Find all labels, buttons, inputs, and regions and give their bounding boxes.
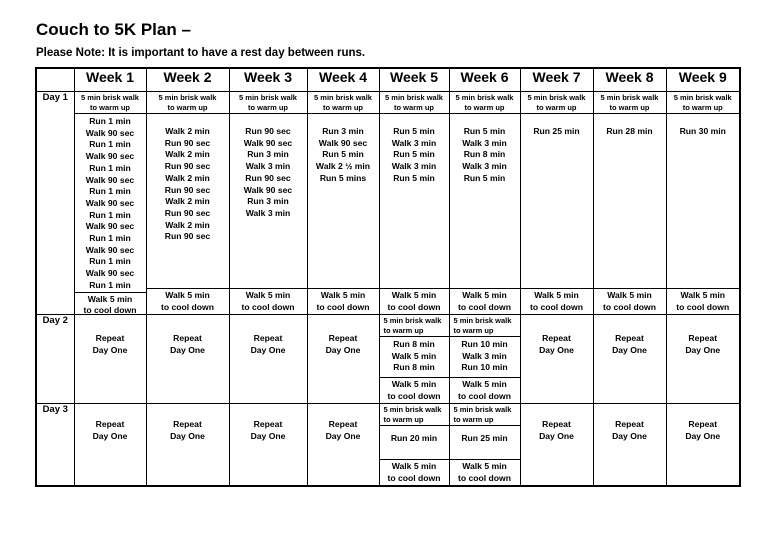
line-text: Walk 90 sec	[243, 137, 293, 148]
week-header: Week 3	[229, 68, 307, 92]
workout-block	[380, 425, 449, 459]
repeat-text	[594, 404, 666, 442]
line-text: Run 90 sec	[164, 231, 211, 242]
line-text: to cool down	[603, 301, 656, 312]
cell-stack	[230, 92, 307, 314]
line-text: to warm up	[536, 103, 577, 112]
cell-stack	[450, 404, 520, 485]
line-text: Day One	[325, 431, 361, 441]
cell-stack	[380, 404, 449, 485]
line-text: Repeat	[328, 333, 358, 343]
line-text: Run 1 min	[89, 139, 131, 150]
line-text: Run 10 min	[461, 339, 508, 349]
line-text: to warm up	[167, 103, 208, 112]
line-text: Run 25 min	[533, 126, 580, 136]
day2-row	[36, 315, 740, 404]
line-text: Walk 2 min	[165, 126, 210, 136]
line-text: Run 90 sec	[245, 126, 291, 136]
line-text: Day One	[325, 345, 361, 355]
repeat-text	[521, 404, 593, 442]
warm-up-block	[450, 404, 520, 425]
workout-block	[450, 425, 520, 459]
line-text: to warm up	[609, 103, 650, 112]
line-text: Repeat	[253, 419, 283, 429]
line-text: to warm up	[453, 415, 494, 424]
line-text: Run 10 min	[461, 362, 508, 373]
repeat-cell	[593, 315, 666, 404]
cool-down-block	[450, 288, 520, 314]
line-text: Repeat	[542, 419, 571, 429]
day1-cell	[520, 92, 593, 315]
line-text: Walk 3 min	[462, 137, 507, 148]
line-text: Walk 90 sec	[318, 137, 368, 148]
cool-down-block	[147, 288, 229, 314]
repeat-text	[667, 404, 740, 442]
cool-down-block	[450, 377, 520, 403]
day3-cell	[379, 404, 449, 487]
line-text: Walk 5 min	[391, 379, 437, 389]
line-text: to cool down	[387, 472, 441, 483]
line-text: Run 3 min	[247, 149, 289, 160]
week-header: Week 5	[379, 68, 449, 92]
line-text: to cool down	[676, 301, 730, 312]
day1-row	[36, 92, 740, 315]
line-text: Run 1 min	[89, 186, 131, 197]
line-text: to warm up	[383, 326, 424, 335]
line-text: Day One	[612, 345, 647, 355]
line-text: Repeat	[615, 333, 644, 343]
line-text: Repeat	[173, 419, 202, 429]
workout-block	[667, 113, 740, 288]
warm-up-block	[450, 315, 520, 336]
page-title: Couch to 5K Plan –	[36, 20, 191, 39]
line-text: Repeat	[615, 419, 644, 429]
line-text: Walk 2 min	[165, 172, 210, 183]
line-text: Walk 5 min	[462, 379, 507, 389]
day1-cell	[379, 92, 449, 315]
line-text: 5 min brisk walk	[455, 93, 514, 102]
day1-cell	[666, 92, 740, 315]
line-text: to warm up	[247, 103, 288, 112]
line-text: Walk 3 min	[391, 161, 437, 172]
line-text: to warm up	[393, 103, 434, 112]
line-text: Day One	[685, 431, 721, 441]
day1-cell	[449, 92, 520, 315]
repeat-cell	[229, 315, 307, 404]
week-header: Week 1	[74, 68, 146, 92]
line-text: to cool down	[530, 301, 583, 312]
line-text: Walk 90 sec	[85, 268, 135, 279]
line-text: Run 90 sec	[245, 172, 291, 183]
week-header: Week 2	[146, 68, 229, 92]
line-text: Run 1 min	[89, 279, 131, 290]
day1-cell	[146, 92, 229, 315]
line-text: Walk 3 min	[245, 207, 291, 218]
line-text: Walk 5 min	[165, 290, 210, 300]
repeat-cell	[520, 404, 593, 487]
header-row	[36, 68, 740, 92]
repeat-cell	[666, 315, 740, 404]
line-text: Day One	[612, 431, 647, 441]
line-text: Day One	[170, 345, 205, 355]
workout-block	[521, 113, 593, 288]
line-text: Day One	[170, 431, 205, 441]
repeat-text	[230, 404, 307, 442]
line-text: Run 1 min	[89, 256, 131, 267]
day-label: Day 1	[36, 92, 74, 315]
line-text: Run 1 min	[89, 116, 131, 126]
repeat-text	[308, 315, 379, 356]
workout-block	[380, 336, 449, 377]
line-text: Walk 2 min	[165, 196, 210, 207]
workout-block	[308, 113, 379, 288]
line-text: Run 1 min	[89, 209, 131, 220]
line-text: Run 5 mins	[319, 172, 367, 183]
line-text: Run 5 min	[463, 126, 506, 136]
line-text: Walk 5 min	[391, 290, 437, 300]
line-text: Day One	[685, 345, 721, 355]
warm-up-block	[667, 92, 740, 113]
day1-cell	[229, 92, 307, 315]
line-text: 5 min brisk walk	[158, 93, 217, 102]
line-text: Repeat	[95, 333, 125, 343]
line-text: Run 5 min	[393, 149, 435, 160]
week-header: Week 6	[449, 68, 520, 92]
repeat-text	[230, 315, 307, 356]
line-text: Day One	[92, 345, 128, 355]
line-text: Repeat	[95, 419, 125, 429]
line-text: Day One	[539, 345, 574, 355]
workout-block	[450, 336, 520, 377]
repeat-cell	[666, 404, 740, 487]
line-text: Repeat	[253, 333, 283, 343]
warm-up-block	[380, 92, 449, 113]
line-text: 5 min brisk walk	[453, 316, 512, 325]
line-text: to warm up	[383, 415, 424, 424]
week-header: Week 7	[520, 68, 593, 92]
line-text: Run 5 min	[463, 172, 506, 183]
cool-down-block	[308, 288, 379, 314]
cool-down-block	[521, 288, 593, 314]
workout-block	[147, 113, 229, 288]
warm-up-block	[230, 92, 307, 113]
line-text: Run 90 sec	[164, 207, 211, 218]
workout-block	[230, 113, 307, 288]
repeat-cell	[593, 404, 666, 487]
cool-down-block	[667, 288, 740, 314]
line-text: 5 min brisk walk	[314, 93, 372, 102]
day1-cell	[74, 92, 146, 315]
line-text: to warm up	[682, 103, 723, 112]
repeat-cell	[520, 315, 593, 404]
cell-stack	[380, 92, 449, 314]
repeat-text	[75, 404, 146, 442]
day3-cell	[449, 404, 520, 487]
corner-cell	[36, 68, 74, 92]
line-text: 5 min brisk walk	[383, 316, 442, 325]
line-text: to warm up	[322, 103, 363, 112]
line-text: Repeat	[328, 419, 358, 429]
warm-up-block	[521, 92, 593, 113]
line-text: Walk 5 min	[680, 290, 726, 300]
day1-cell	[307, 92, 379, 315]
line-text: Walk 90 sec	[85, 151, 135, 162]
line-text: 5 min brisk walk	[600, 93, 659, 102]
day1-cell	[593, 92, 666, 315]
repeat-cell	[307, 404, 379, 487]
cool-down-block	[75, 292, 146, 317]
line-text: Run 5 min	[393, 172, 435, 183]
line-text: 5 min brisk walk	[385, 93, 443, 102]
cool-down-block	[594, 288, 666, 314]
cell-stack	[450, 315, 520, 403]
repeat-cell	[74, 404, 146, 487]
warm-up-block	[450, 92, 520, 113]
line-text: Run 90 sec	[164, 161, 211, 172]
line-text: Repeat	[688, 419, 718, 429]
rest-day-note: Please Note: It is important to have a rest day between runs.	[36, 47, 366, 59]
warm-up-block	[594, 92, 666, 113]
line-text: Walk 90 sec	[85, 221, 135, 232]
line-text: Walk 5 min	[462, 290, 507, 300]
line-text: Walk 5 min	[391, 350, 437, 361]
line-text: 5 min brisk walk	[81, 93, 139, 102]
repeat-text	[75, 315, 146, 356]
line-text: Run 8 min	[393, 339, 435, 349]
repeat-cell	[146, 404, 229, 487]
repeat-text	[147, 404, 229, 442]
line-text: Run 1 min	[89, 162, 131, 173]
cool-down-block	[230, 288, 307, 314]
cool-down-block	[380, 288, 449, 314]
line-text: 5 min brisk walk	[527, 93, 586, 102]
day2-cell	[379, 315, 449, 404]
day-label: Day 2	[36, 315, 74, 404]
repeat-text	[147, 315, 229, 356]
line-text: Walk 5 min	[87, 293, 133, 304]
line-text: Walk 5 min	[245, 290, 291, 300]
line-text: Run 28 min	[606, 126, 653, 136]
line-text: to warm up	[464, 103, 505, 112]
warm-up-block	[308, 92, 379, 113]
line-text: Run 90 sec	[164, 184, 211, 195]
day2-cell	[449, 315, 520, 404]
cell-stack	[450, 92, 520, 314]
cell-stack	[521, 92, 593, 314]
repeat-text	[594, 315, 666, 356]
line-text: Repeat	[688, 333, 718, 343]
repeat-text	[308, 404, 379, 442]
workout-block	[75, 113, 146, 292]
warm-up-block	[380, 315, 449, 336]
line-text: Day One	[250, 431, 286, 441]
line-text: Repeat	[173, 333, 202, 343]
line-text: Walk 3 min	[245, 161, 291, 172]
line-text: 5 min brisk walk	[673, 93, 732, 102]
line-text: to cool down	[161, 301, 214, 312]
line-text: 5 min brisk walk	[239, 93, 297, 102]
line-text: Day One	[92, 431, 128, 441]
line-text: to cool down	[241, 301, 295, 312]
cool-down-block	[450, 459, 520, 485]
line-text: Walk 90 sec	[243, 184, 293, 195]
cool-down-block	[380, 377, 449, 403]
line-text: Walk 90 sec	[85, 197, 135, 208]
line-text: Run 90 sec	[164, 137, 211, 148]
line-text: Walk 90 sec	[85, 127, 135, 138]
line-text: Run 8 min	[393, 362, 435, 373]
line-text: Walk 90 sec	[85, 174, 135, 185]
line-text: Run 30 min	[679, 126, 726, 136]
line-text: to cool down	[387, 301, 441, 312]
day3-row	[36, 404, 740, 487]
line-text: Run 25 min	[461, 433, 508, 443]
day-label: Day 3	[36, 404, 74, 487]
line-text: to cool down	[316, 301, 370, 312]
line-text: Walk 3 min	[391, 137, 437, 148]
line-text: Walk 5 min	[391, 461, 437, 471]
line-text: to warm up	[453, 326, 494, 335]
cell-stack	[308, 92, 379, 314]
line-text: Walk 5 min	[534, 290, 579, 300]
week-header: Week 8	[593, 68, 666, 92]
line-text: to cool down	[83, 305, 137, 316]
week-header: Week 4	[307, 68, 379, 92]
repeat-cell	[229, 404, 307, 487]
warm-up-block	[380, 404, 449, 425]
line-text: Walk 5 min	[462, 461, 507, 471]
line-text: to cool down	[387, 390, 441, 401]
week-header: Week 9	[666, 68, 740, 92]
workout-block	[594, 113, 666, 288]
line-text: Walk 2 ½ min	[315, 161, 371, 172]
line-text: Run 20 min	[390, 433, 438, 443]
repeat-text	[667, 315, 740, 356]
warm-up-block	[147, 92, 229, 113]
line-text: to cool down	[458, 472, 511, 483]
cell-stack	[147, 92, 229, 314]
line-text: Walk 90 sec	[85, 244, 135, 255]
line-text: to cool down	[458, 301, 511, 312]
line-text: Run 5 min	[393, 126, 435, 136]
repeat-text	[521, 315, 593, 356]
line-text: Run 5 min	[322, 149, 364, 160]
cell-stack	[594, 92, 666, 314]
workout-block	[380, 113, 449, 288]
cell-stack	[75, 92, 146, 314]
warm-up-block	[75, 92, 146, 113]
cool-down-block	[380, 459, 449, 485]
line-text: to cool down	[458, 390, 511, 401]
line-text: Run 8 min	[463, 149, 506, 160]
line-text: Walk 5 min	[320, 290, 366, 300]
line-text: 5 min brisk walk	[453, 405, 512, 414]
repeat-cell	[74, 315, 146, 404]
repeat-cell	[146, 315, 229, 404]
repeat-cell	[307, 315, 379, 404]
line-text: Walk 2 min	[165, 149, 210, 160]
line-text: Run 3 min	[322, 126, 364, 136]
line-text: Walk 3 min	[462, 350, 507, 361]
line-text: Walk 2 min	[165, 219, 210, 230]
line-text: Day One	[539, 431, 574, 441]
cell-stack	[667, 92, 740, 314]
line-text: Repeat	[542, 333, 571, 343]
line-text: Day One	[250, 345, 286, 355]
line-text: Walk 3 min	[462, 161, 507, 172]
line-text: 5 min brisk walk	[383, 405, 442, 414]
workout-block	[450, 113, 520, 288]
line-text: to warm up	[89, 103, 130, 112]
line-text: Run 1 min	[89, 233, 131, 244]
line-text: Walk 5 min	[607, 290, 652, 300]
cell-stack	[380, 315, 449, 403]
line-text: Run 3 min	[247, 196, 289, 207]
plan-table	[35, 67, 741, 487]
